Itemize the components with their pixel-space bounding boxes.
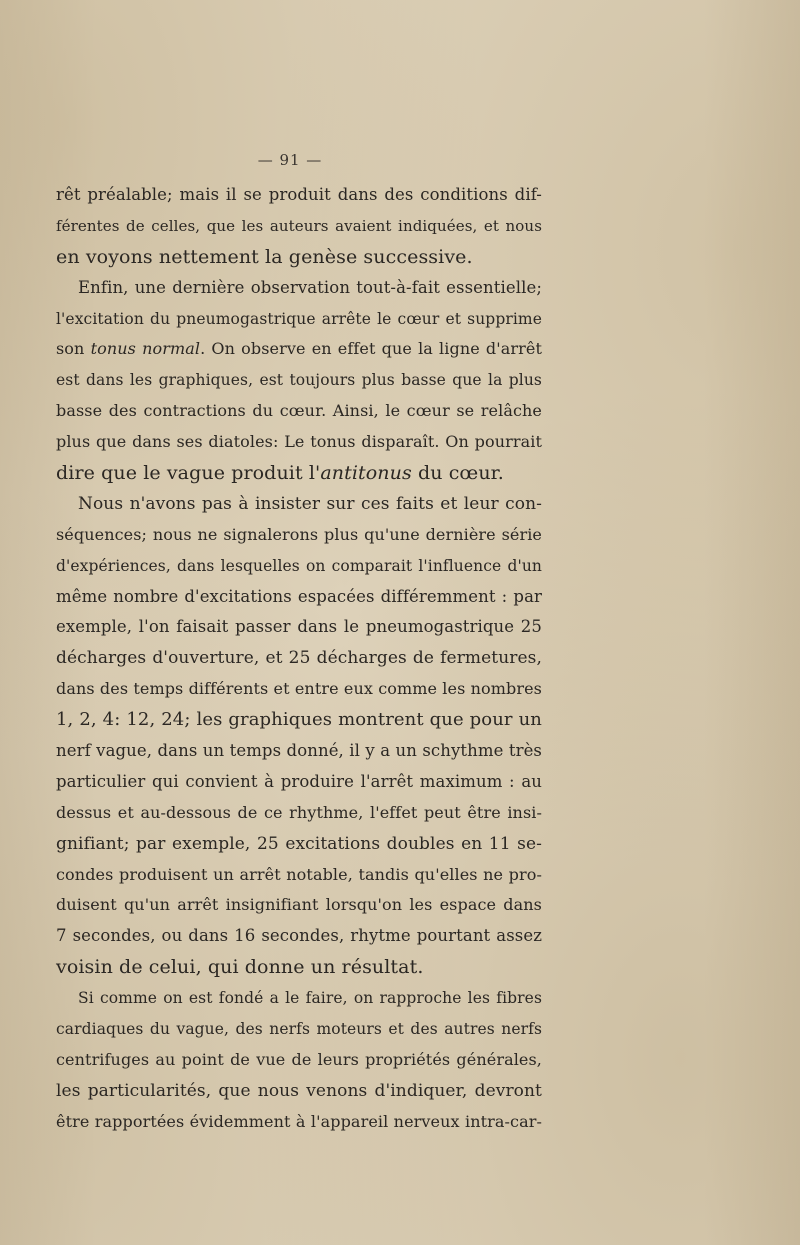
text-run: dire que le vague produit l'	[56, 462, 321, 485]
text-line: dans des temps différents et entre eux comme les nombres	[56, 679, 542, 699]
text-line: rêt préalable; mais il se produit dans des conditions dif-	[56, 185, 542, 204]
paragraph-start-line: Enfin, une dernière observation tout-à-fait essentielle;	[78, 277, 542, 297]
paragraph-start-line: Si comme on est fondé a le faire, on rapproche les fibres	[78, 989, 542, 1008]
text-line: est dans les graphiques, est toujours plus basse que la plus	[56, 371, 542, 390]
text-line: cardiaques du vague, des nerfs moteurs et des autres nerfs	[56, 1020, 542, 1039]
body-text	[56, 180, 542, 1138]
text-line: basse des contractions du cœur. Ainsi, le cœur se relâche	[56, 401, 542, 421]
text-line: condes produisent un arrêt notable, tandis qu'elles ne pro-	[56, 864, 542, 884]
text-line: exemple, l'on faisait passer dans le pneumogastrique 25	[56, 617, 542, 637]
text-line: nerf vague, dans un temps donné, il y a un schythme très	[56, 741, 542, 761]
text-run: son	[56, 339, 91, 359]
italic-term: antitonus	[320, 462, 412, 485]
text-line: d'expériences, dans lesquelles on comparait l'influence d'un	[56, 556, 542, 575]
text-run: du cœur.	[411, 462, 504, 485]
paragraph-start-line: Nous n'avons pas à insister sur ces faits et leur con-	[78, 493, 542, 514]
page-number: — 91 —	[257, 151, 323, 169]
text-line: décharges d'ouverture, et 25 décharges de fermetures,	[56, 648, 542, 669]
italic-term: tonus normal	[90, 339, 201, 359]
text-line	[56, 334, 542, 365]
text-line: voisin de celui, qui donne un résultat.	[56, 956, 424, 979]
text-line: 1, 2, 4: 12, 24; les graphiques montrent que pour un	[56, 709, 542, 731]
text-line: duisent qu'un arrêt insignifiant lorsqu'on les espace dans	[56, 895, 542, 915]
text-line: plus que dans ses diatoles: Le tonus disparaît. On pourrait	[56, 432, 542, 452]
text-line: les particularités, que nous venons d'indiquer, devront	[56, 1080, 542, 1101]
text-line	[56, 458, 542, 489]
text-line: même nombre d'excitations espacées différemment : par	[56, 586, 542, 606]
text-line: en voyons nettement la genèse successive.	[56, 245, 473, 268]
text-line: férentes de celles, que les auteurs avaient indiquées, et nous	[56, 216, 542, 235]
text-line: dessus et au-dessous de ce rhythme, l'effet peut être insi-	[56, 802, 542, 822]
text-line: l'excitation du pneumogastrique arrête le cœur et supprime	[56, 309, 542, 328]
text-line: particulier qui convient à produire l'arrêt maximum : au	[56, 771, 542, 791]
text-line: gnifiant; par exemple, 25 excitations doubles en 11 se-	[56, 833, 542, 854]
text-line: centrifuges au point de vue de leurs propriétés générales,	[56, 1049, 542, 1069]
text-line: être rapportées évidemment à l'appareil nerveux intra-car-	[56, 1111, 542, 1131]
text-run: . On observe en effet que la ligne d'arrêt	[200, 339, 542, 359]
text-line: 7 secondes, ou dans 16 secondes, rhytme pourtant assez	[56, 926, 542, 946]
text-line: séquences; nous ne signalerons plus qu'une dernière série	[56, 524, 542, 544]
